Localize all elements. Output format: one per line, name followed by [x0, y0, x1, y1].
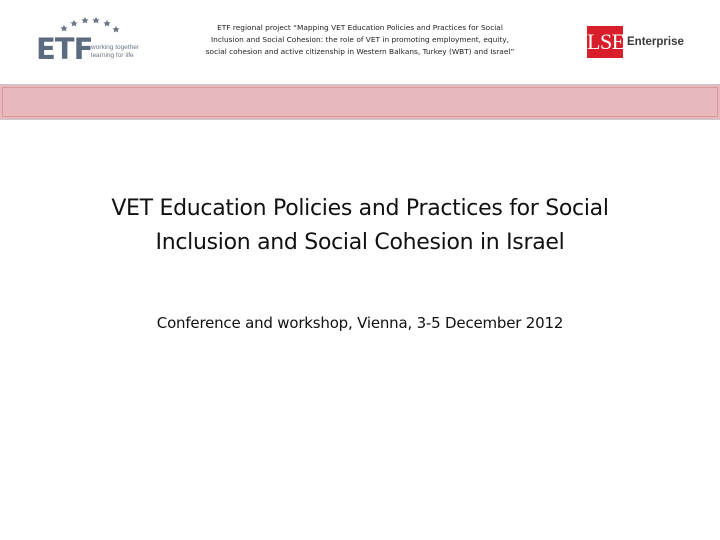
etf-tagline-line2: learning for life — [91, 52, 134, 59]
star-icon — [70, 20, 77, 26]
star-icon — [81, 17, 88, 23]
etf-tagline-line1: working together — [91, 44, 140, 51]
project-text-line1: ETF regional project “Mapping VET Education Policies and Practices for Social — [217, 23, 503, 32]
project-text-line2: Inclusion and Social Cohesion: the role of VET in promoting employment, equity, — [211, 35, 509, 44]
header-band-inner — [2, 87, 718, 117]
slide-title-line1: VET Education Policies and Practices for Social — [111, 196, 609, 221]
slide-title — [60, 192, 660, 260]
etf-tagline — [91, 44, 139, 60]
slide-title-line2: Inclusion and Social Cohesion in Israel — [155, 230, 565, 255]
etf-logo — [36, 16, 144, 68]
slide-subtitle: Conference and workshop, Vienna, 3-5 December 2012 — [156, 314, 564, 332]
star-icon — [60, 25, 67, 31]
project-text-line3: social cohesion and active citizenship in Western Balkans, Turkey (WBT) and Israel” — [205, 47, 515, 56]
header-band — [0, 84, 720, 120]
star-icon — [112, 26, 119, 32]
lse-enterprise-logo — [587, 26, 697, 58]
lse-logo-word: Enterprise — [627, 36, 684, 48]
etf-logo-letters: ETF — [36, 32, 93, 66]
star-icon — [92, 17, 99, 23]
lse-logo-box: LSE — [587, 26, 623, 58]
star-icon — [103, 20, 110, 26]
project-description — [170, 22, 550, 58]
